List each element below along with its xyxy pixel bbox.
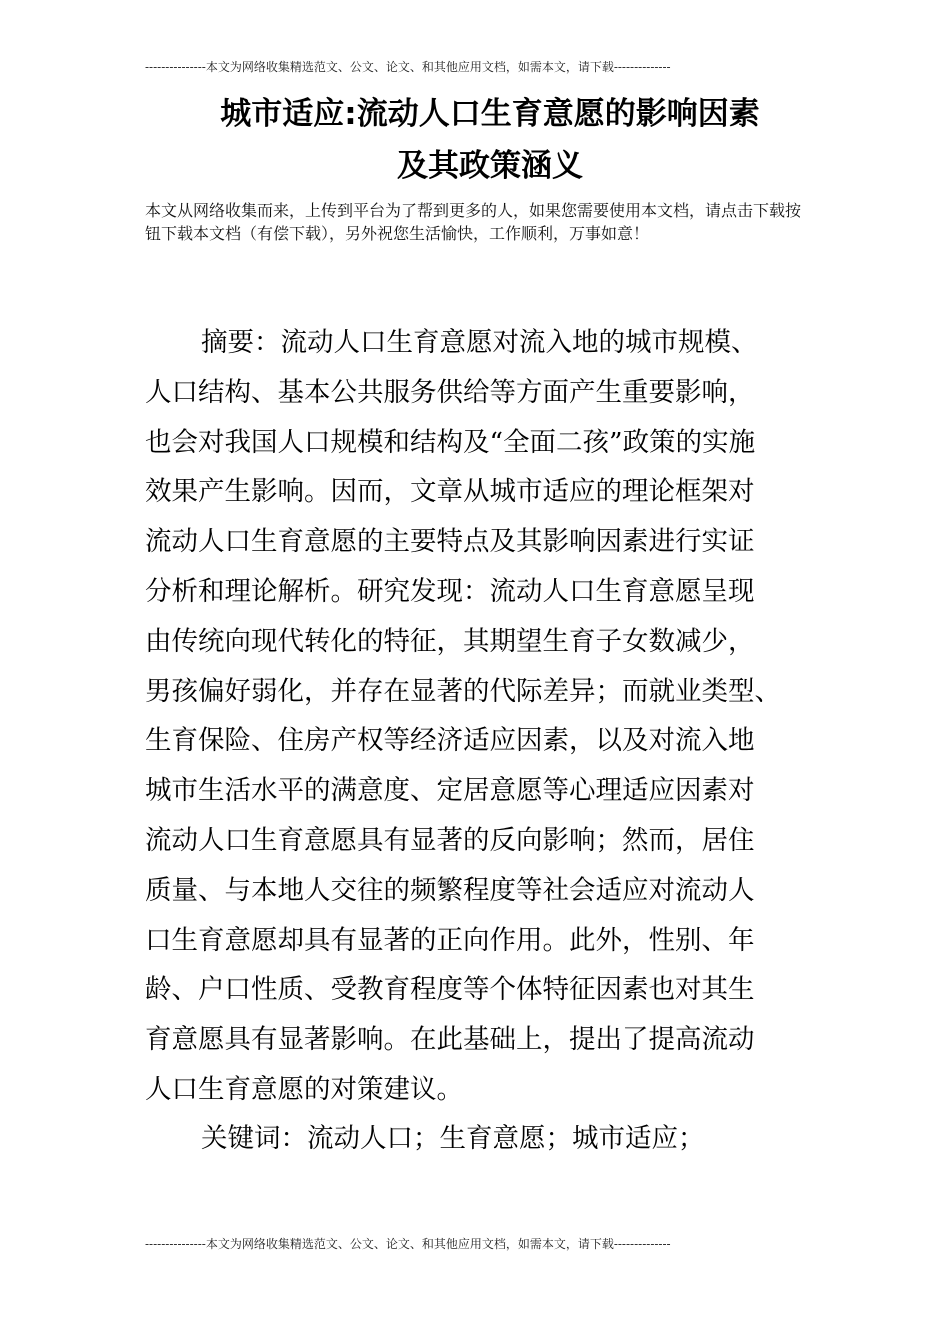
abstract-line: 人口结构、基本公共服务供给等方面产生重要影响， <box>145 376 755 408</box>
header-banner: ---------------本文为网络收集精选范文、公文、论文、和其他应用文档，如需本文，请下载-------------- <box>145 60 671 74</box>
abstract-line: 由传统向现代转化的特征，其期望生育子女数减少， <box>145 625 755 657</box>
document-title <box>145 88 835 192</box>
abstract-line: 育意愿具有显著影响。在此基础上，提出了提高流动 <box>145 1024 755 1056</box>
abstract-line: 流动人口生育意愿具有显著的反向影响；然而，居住 <box>145 824 755 856</box>
abstract-line: 人口生育意愿的对策建议。 <box>145 1073 463 1105</box>
footer-banner: ---------------本文为网络收集精选范文、公文、论文、和其他应用文档，如需本文，请下载-------------- <box>145 1237 671 1251</box>
title-line-2: 及其政策涵义 <box>397 148 583 184</box>
abstract-line: 男孩偏好弱化，并存在显著的代际差异；而就业类型、 <box>145 675 781 707</box>
download-notice: 本文从网络收集而来，上传到平台为了帮到更多的人，如果您需要使用本文档，请点击下载按钮下载本文档（有偿下载），另外祝您生活愉快，工作顺利，万事如意！ <box>145 201 802 243</box>
title-line-1: 城市适应:流动人口生育意愿的影响因素 <box>220 96 760 132</box>
abstract-line: 分析和理论解析。研究发现：流动人口生育意愿呈现 <box>145 575 755 607</box>
abstract-line: 龄、户口性质、受教育程度等个体特征因素也对其生 <box>145 974 755 1006</box>
abstract-line: 摘要：流动人口生育意愿对流入地的城市规模、 <box>201 327 758 358</box>
abstract-line: 口生育意愿却具有显著的正向作用。此外，性别、年 <box>145 924 755 956</box>
abstract-paragraph <box>145 318 807 1115</box>
abstract-line: 生育保险、住房产权等经济适应因素，以及对流入地 <box>145 725 755 757</box>
abstract-line: 质量、与本地人交往的频繁程度等社会适应对流动人 <box>145 874 755 906</box>
keywords-line: 关键词：流动人口；生育意愿；城市适应； <box>201 1123 705 1154</box>
abstract-line: 也会对我国人口规模和结构及“全面二孩”政策的实施 <box>145 426 756 458</box>
abstract-line: 流动人口生育意愿的主要特点及其影响因素进行实证 <box>145 526 755 558</box>
abstract-line: 城市生活水平的满意度、定居意愿等心理适应因素对 <box>145 775 755 807</box>
abstract-line: 效果产生影响。因而，文章从城市适应的理论框架对 <box>145 476 755 508</box>
